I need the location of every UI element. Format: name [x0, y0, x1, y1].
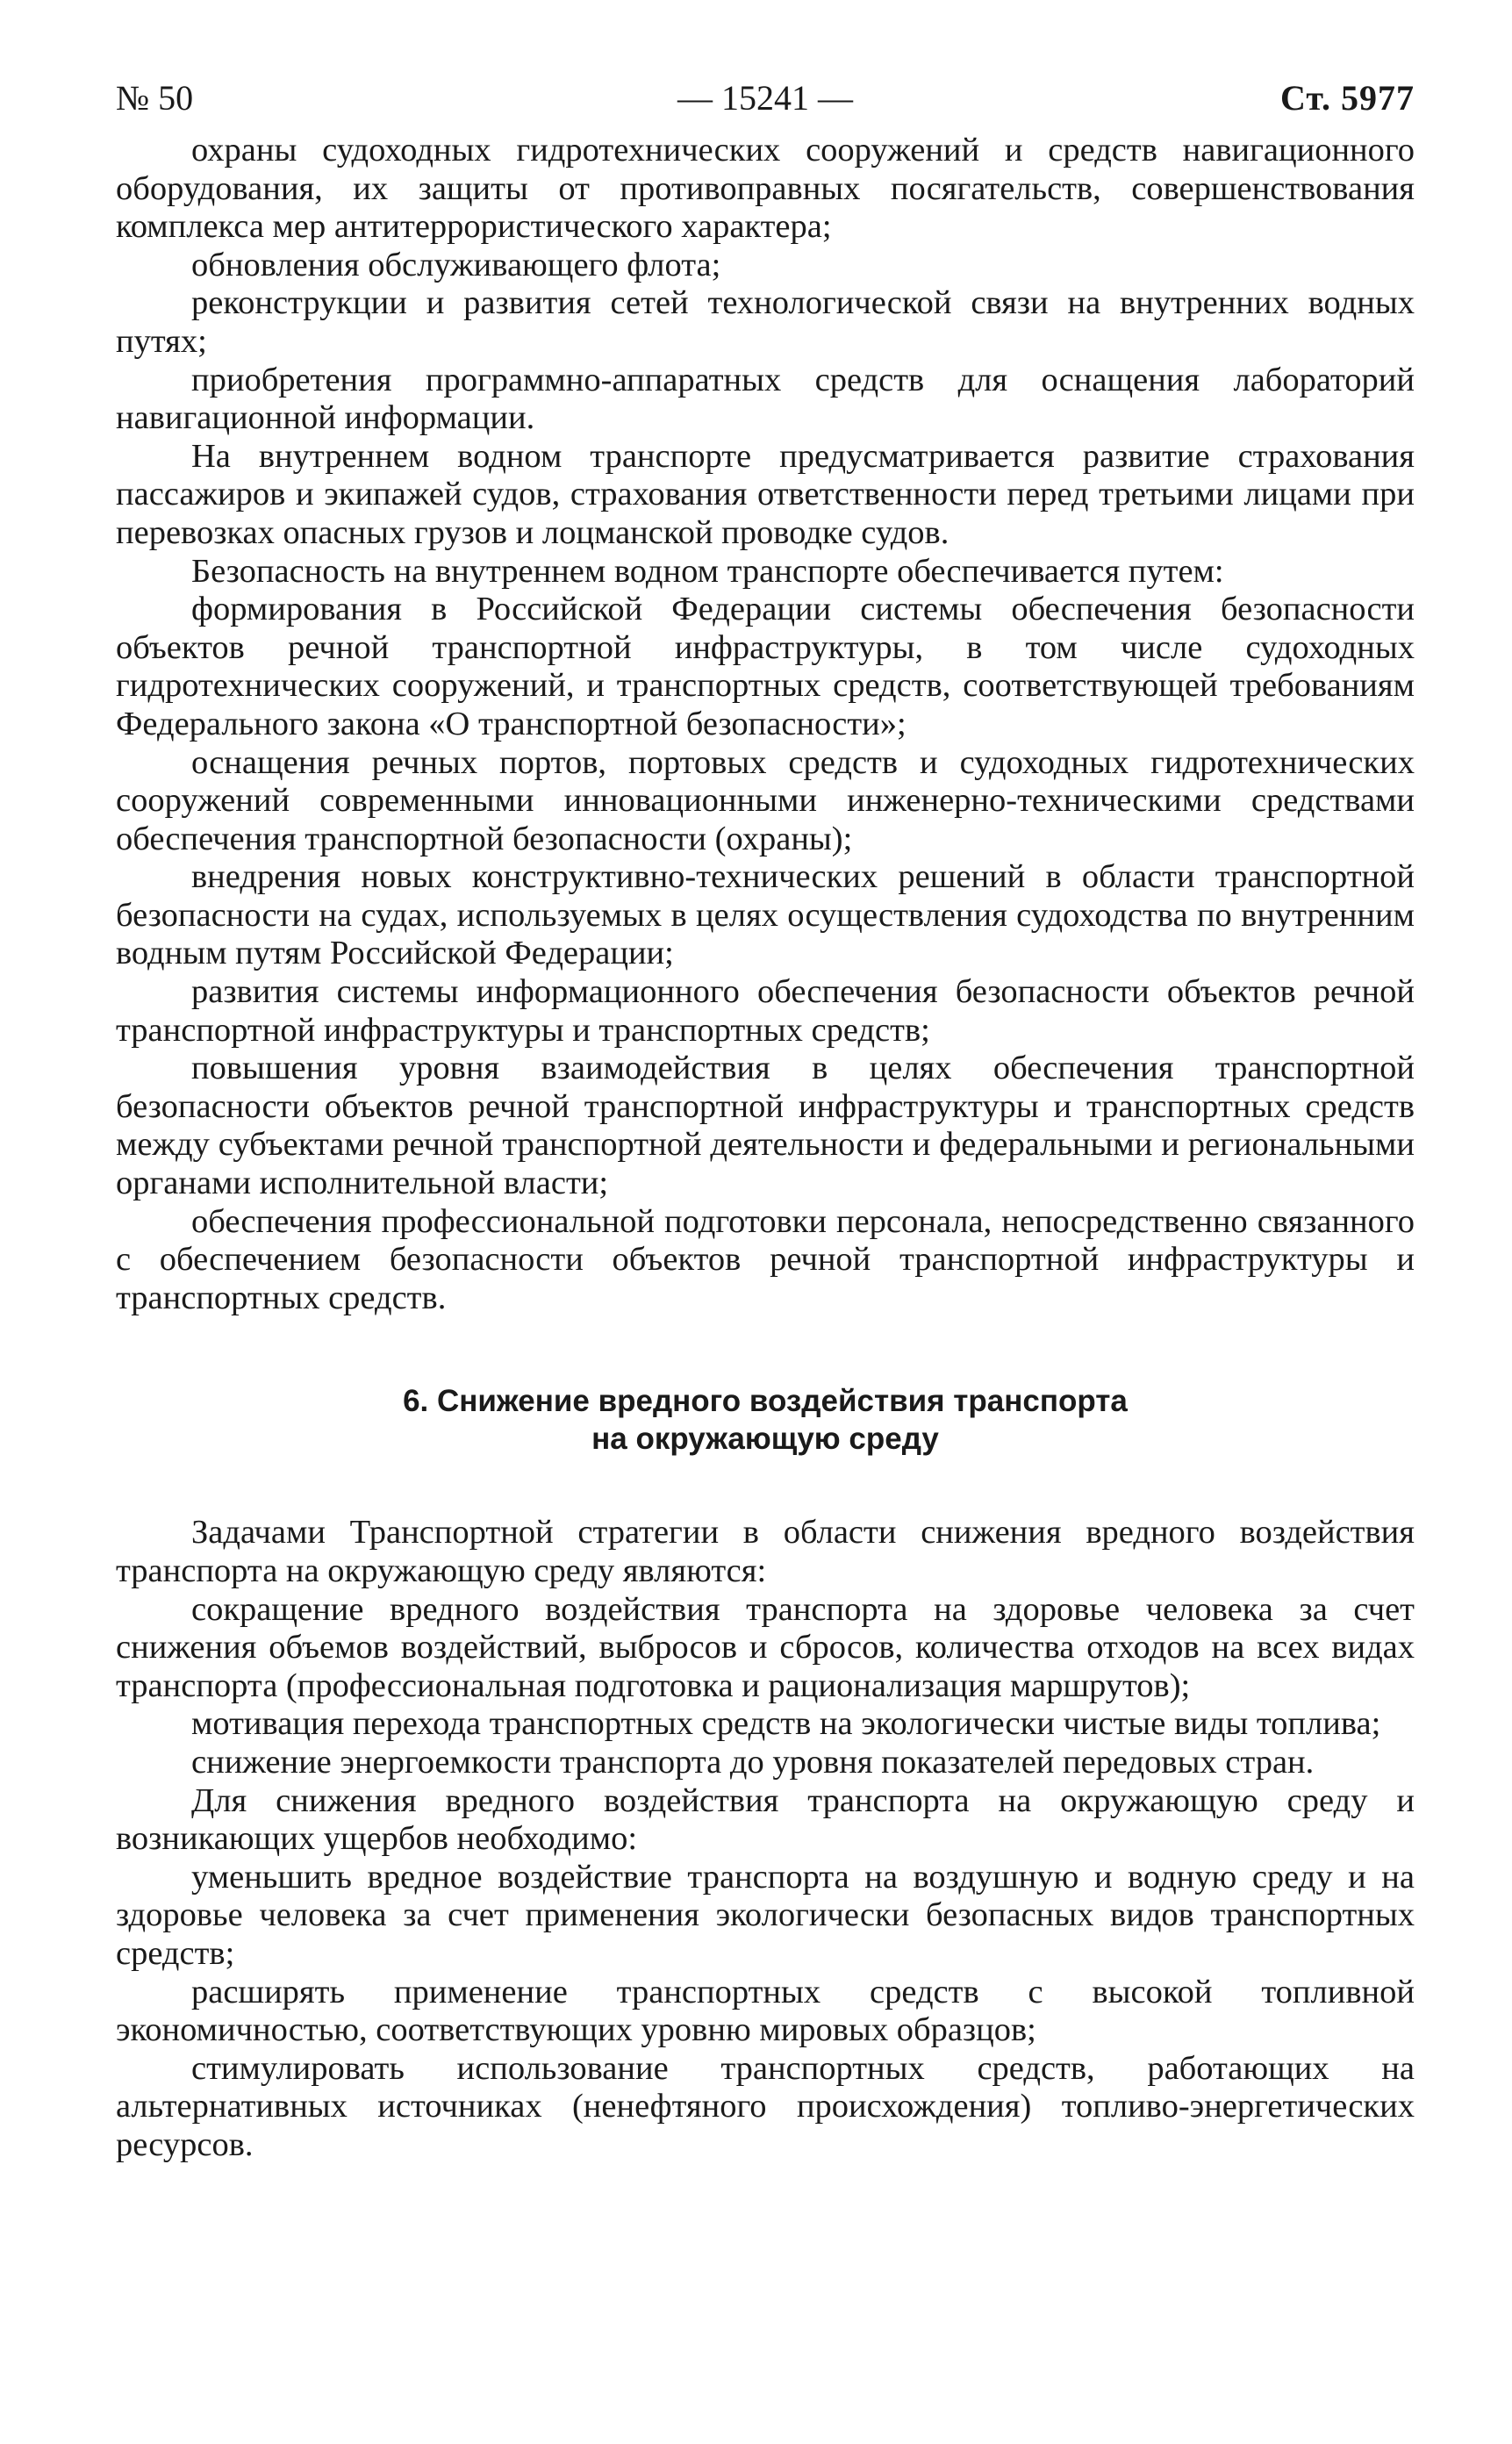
- paragraph: оснащения речных портов, портовых средств и судоходных гидротехнических сооружений современными инновационными инженерно-техническими средствами обеспечения транспортной безопасности (охраны);: [116, 743, 1415, 857]
- paragraph: развития системы информационного обеспечения безопасности объектов речной транспортной инфраструктуры и транспортных средств;: [116, 973, 1415, 1049]
- paragraph: уменьшить вредное воздействие транспорта на воздушную и водную среду и на здоровье человека за счет применения экологически безопасных видов транспортных средств;: [116, 1858, 1415, 1972]
- issue-number: № 50: [116, 78, 194, 118]
- paragraph: формирования в Российской Федерации системы обеспечения безопасности объектов речной транспортной инфраструктуры, в том числе судоходных гидротехнических сооружений, и транспортных средств, соответствующей требованиям Федерального закона «О транспортной безопасности»;: [116, 591, 1415, 742]
- section-heading-line-2: на окружающую среду: [591, 1422, 939, 1457]
- section-top-text: [116, 132, 1415, 1317]
- document-page: [116, 77, 1415, 2165]
- paragraph: мотивация перехода транспортных средств на экологически чистые виды топлива;: [191, 1705, 1381, 1743]
- section-heading: [116, 1382, 1415, 1458]
- paragraph: обновления обслуживающего флота;: [191, 246, 721, 283]
- section-heading-line-1: 6. Снижение вредного воздействия транспорта: [403, 1384, 1128, 1419]
- page-number: — 15241 —: [677, 78, 853, 118]
- paragraph: стимулировать использование транспортных средств, работающих на альтернативных источниках (ненефтяного происхождения) топливо-энергетических ресурсов.: [116, 2049, 1415, 2163]
- paragraph: приобретения программно-аппаратных средств для оснащения лабораторий навигационной информации.: [116, 361, 1415, 437]
- paragraph: охраны судоходных гидротехнических сооружений и средств навигационного оборудования, их защиты от противоправных посягательств, совершенствования комплекса мер антитеррористического характера;: [116, 132, 1415, 246]
- paragraph: На внутреннем водном транспорте предусматривается развитие страхования пассажиров и экипажей судов, страхования ответственности перед третьими лицами при перевозках опасных грузов и лоцманской проводке судов.: [116, 437, 1415, 551]
- paragraph: обеспечения профессиональной подготовки персонала, непосредственно связанного с обеспечением безопасности объектов речной транспортной инфраструктуры и транспортных средств.: [116, 1202, 1415, 1316]
- paragraph: повышения уровня взаимодействия в целях обеспечения транспортной безопасности объектов речной транспортной инфраструктуры и транспортных средств между субъектами речной транспортной деятельности и федеральными и региональными органами исполнительной власти;: [116, 1050, 1415, 1202]
- page-header: [116, 77, 1415, 132]
- paragraph: Для снижения вредного воздействия транспорта на окружающую среду и возникающих ущербов необходимо:: [116, 1781, 1415, 1858]
- section-6-text: [116, 1514, 1415, 2164]
- paragraph: Задачами Транспортной стратегии в области снижения вредного воздействия транспорта на окружающую среду являются:: [116, 1514, 1415, 1589]
- paragraph: сокращение вредного воздействия транспорта на здоровье человека за счет снижения объемов воздействий, выбросов и сбросов, количества отходов на всех видах транспорта (профессиональная подготовка и рационализация маршрутов);: [116, 1590, 1415, 1704]
- paragraph: снижение энергоемкости транспорта до уровня показателей передовых стран.: [191, 1743, 1315, 1781]
- article-number: Ст. 5977: [1280, 78, 1415, 118]
- paragraph: Безопасность на внутреннем водном транспорте обеспечивается путем:: [191, 552, 1224, 590]
- paragraph: внедрения новых конструктивно-технических решений в области транспортной безопасности на судах, используемых в целях осуществления судоходства по внутренним водным путям Российской Федерации;: [116, 858, 1415, 972]
- paragraph: расширять применение транспортных средств с высокой топливной экономичностью, соответствующих уровню мировых образцов;: [116, 1973, 1415, 2049]
- paragraph: реконструкции и развития сетей технологической связи на внутренних водных путях;: [116, 284, 1415, 360]
